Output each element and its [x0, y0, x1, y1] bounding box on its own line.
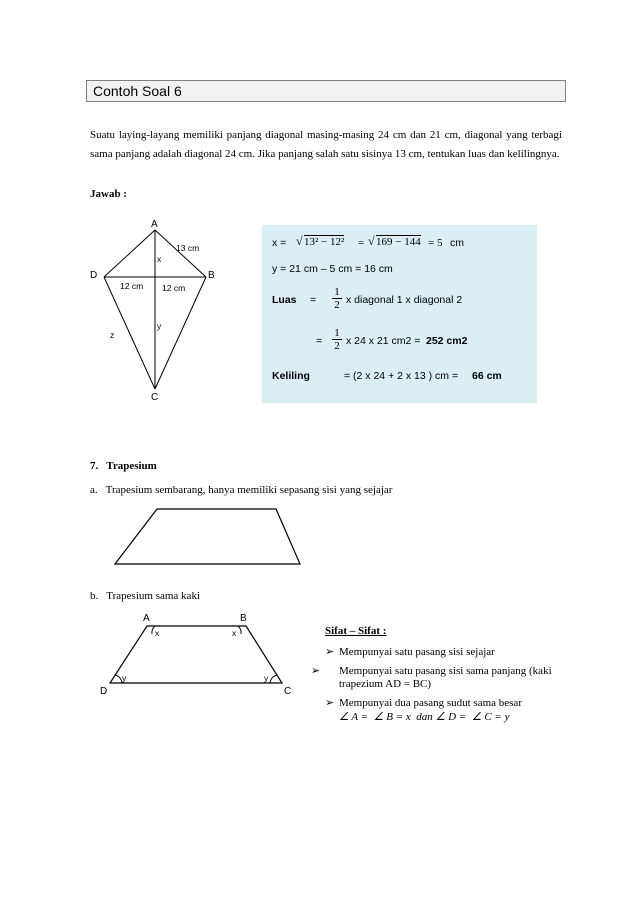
sifat-item-text: Mempunyai satu pasang sisi sama panjang (kaki trapezium AD = BC) — [339, 665, 552, 690]
jawab-label: Jawab : — [90, 188, 127, 200]
trap-angle-y-d: y — [122, 673, 127, 683]
keliling-label: Keliling — [272, 370, 310, 382]
isosceles-shape — [110, 626, 282, 683]
sifat-item-text: Mempunyai satu pasang sisi sejajar — [339, 646, 495, 658]
fraction-denominator-2: 2 — [332, 339, 342, 352]
trapezoid-isosceles — [95, 610, 295, 700]
trap-label-d: D — [100, 686, 108, 697]
kite-side-bc — [155, 277, 206, 389]
x-equals: = — [358, 237, 365, 249]
arrow-bullet-icon: ➢ — [311, 665, 321, 677]
fraction-numerator: 1 — [334, 286, 340, 298]
kite-side-da — [104, 230, 155, 277]
kite-label-a: A — [151, 219, 158, 230]
sifat-item-1 — [325, 646, 565, 659]
sifat-item-3 — [325, 697, 565, 710]
x-radicand-2: 169 − 144 — [376, 236, 421, 248]
sqrt-icon-2: √ — [368, 234, 375, 248]
item-b: b. Trapesium sama kaki — [90, 590, 200, 602]
page-title: Contoh Soal 6 — [93, 83, 182, 99]
angle-arc-d — [115, 675, 122, 683]
trap-label-b: B — [240, 613, 247, 624]
luas-fraction — [332, 286, 342, 311]
kite-side-length: 13 cm — [176, 243, 200, 253]
sqrt-icon: √ — [296, 234, 303, 248]
kite-label-c: C — [151, 392, 159, 403]
luas2-fraction — [332, 327, 342, 352]
arrow-bullet-icon: ➢ — [325, 646, 335, 658]
trap-angle-x-b: x — [232, 628, 237, 638]
kite-label-d: D — [90, 270, 98, 281]
trapezoid-shape — [115, 509, 300, 564]
kite-left-half: 12 cm — [120, 281, 144, 291]
luas2-result: 252 cm2 — [426, 335, 468, 347]
fraction-numerator-2: 1 — [334, 327, 340, 339]
kite-x-label: x — [157, 254, 162, 264]
luas-label: Luas — [272, 294, 297, 306]
angle-arc-b — [238, 626, 241, 634]
sifat-angle-line: ∠ A = ∠ B = x dan ∠ D = ∠ C = y — [339, 711, 510, 723]
kite-z-label: z — [110, 330, 115, 340]
luas-equals: = — [310, 294, 317, 306]
section-heading: 7. Trapesium — [90, 460, 157, 472]
x-result: = 5 — [428, 237, 443, 249]
luas2-formula: x 24 x 21 cm2 = — [346, 335, 421, 347]
luas2-equals: = — [316, 335, 323, 347]
trap-label-a: A — [143, 613, 150, 624]
answer-box — [262, 225, 537, 403]
kite-right-half: 12 cm — [162, 283, 186, 293]
item-a: a. Trapesium sembarang, hanya memiliki sepasang sisi yang sejajar — [90, 484, 393, 496]
angle-arc-c — [270, 675, 277, 683]
kite-diagram — [88, 215, 228, 405]
x-radicand-1: 13² − 12² — [304, 236, 345, 248]
trap-angle-x-a: x — [155, 628, 160, 638]
trapezoid-scalene — [110, 505, 310, 570]
trap-angle-y-c: y — [264, 673, 269, 683]
sifat-title: Sifat – Sifat : — [325, 625, 387, 637]
fraction-denominator: 2 — [332, 298, 342, 311]
x-prefix: x = — [272, 237, 287, 249]
kite-label-b: B — [208, 270, 215, 281]
keliling-formula: = (2 x 24 + 2 x 13 ) cm = — [344, 370, 459, 382]
trap-label-c: C — [284, 686, 292, 697]
sifat-item-text: Mempunyai dua pasang sudut sama besar — [339, 697, 522, 709]
problem-text: Suatu laying-layang memiliki panjang diagonal masing-masing 24 cm dan 21 cm, diagonal yang terbagi sama panjang adalah diagonal 24 cm. Jika panjang salah satu sisinya 13 cm, tentukan luas dan kelilingnya. — [90, 129, 562, 160]
kite-side-ab — [155, 230, 206, 277]
keliling-result: 66 cm — [472, 370, 502, 382]
x-unit: cm — [450, 237, 464, 249]
luas-formula: x diagonal 1 x diagonal 2 — [346, 294, 463, 306]
y-line: y = 21 cm – 5 cm = 16 cm — [272, 263, 393, 275]
arrow-bullet-icon: ➢ — [325, 697, 335, 709]
sifat-item-2 — [311, 665, 579, 691]
kite-y-label: y — [157, 321, 162, 331]
title-box — [86, 80, 566, 102]
